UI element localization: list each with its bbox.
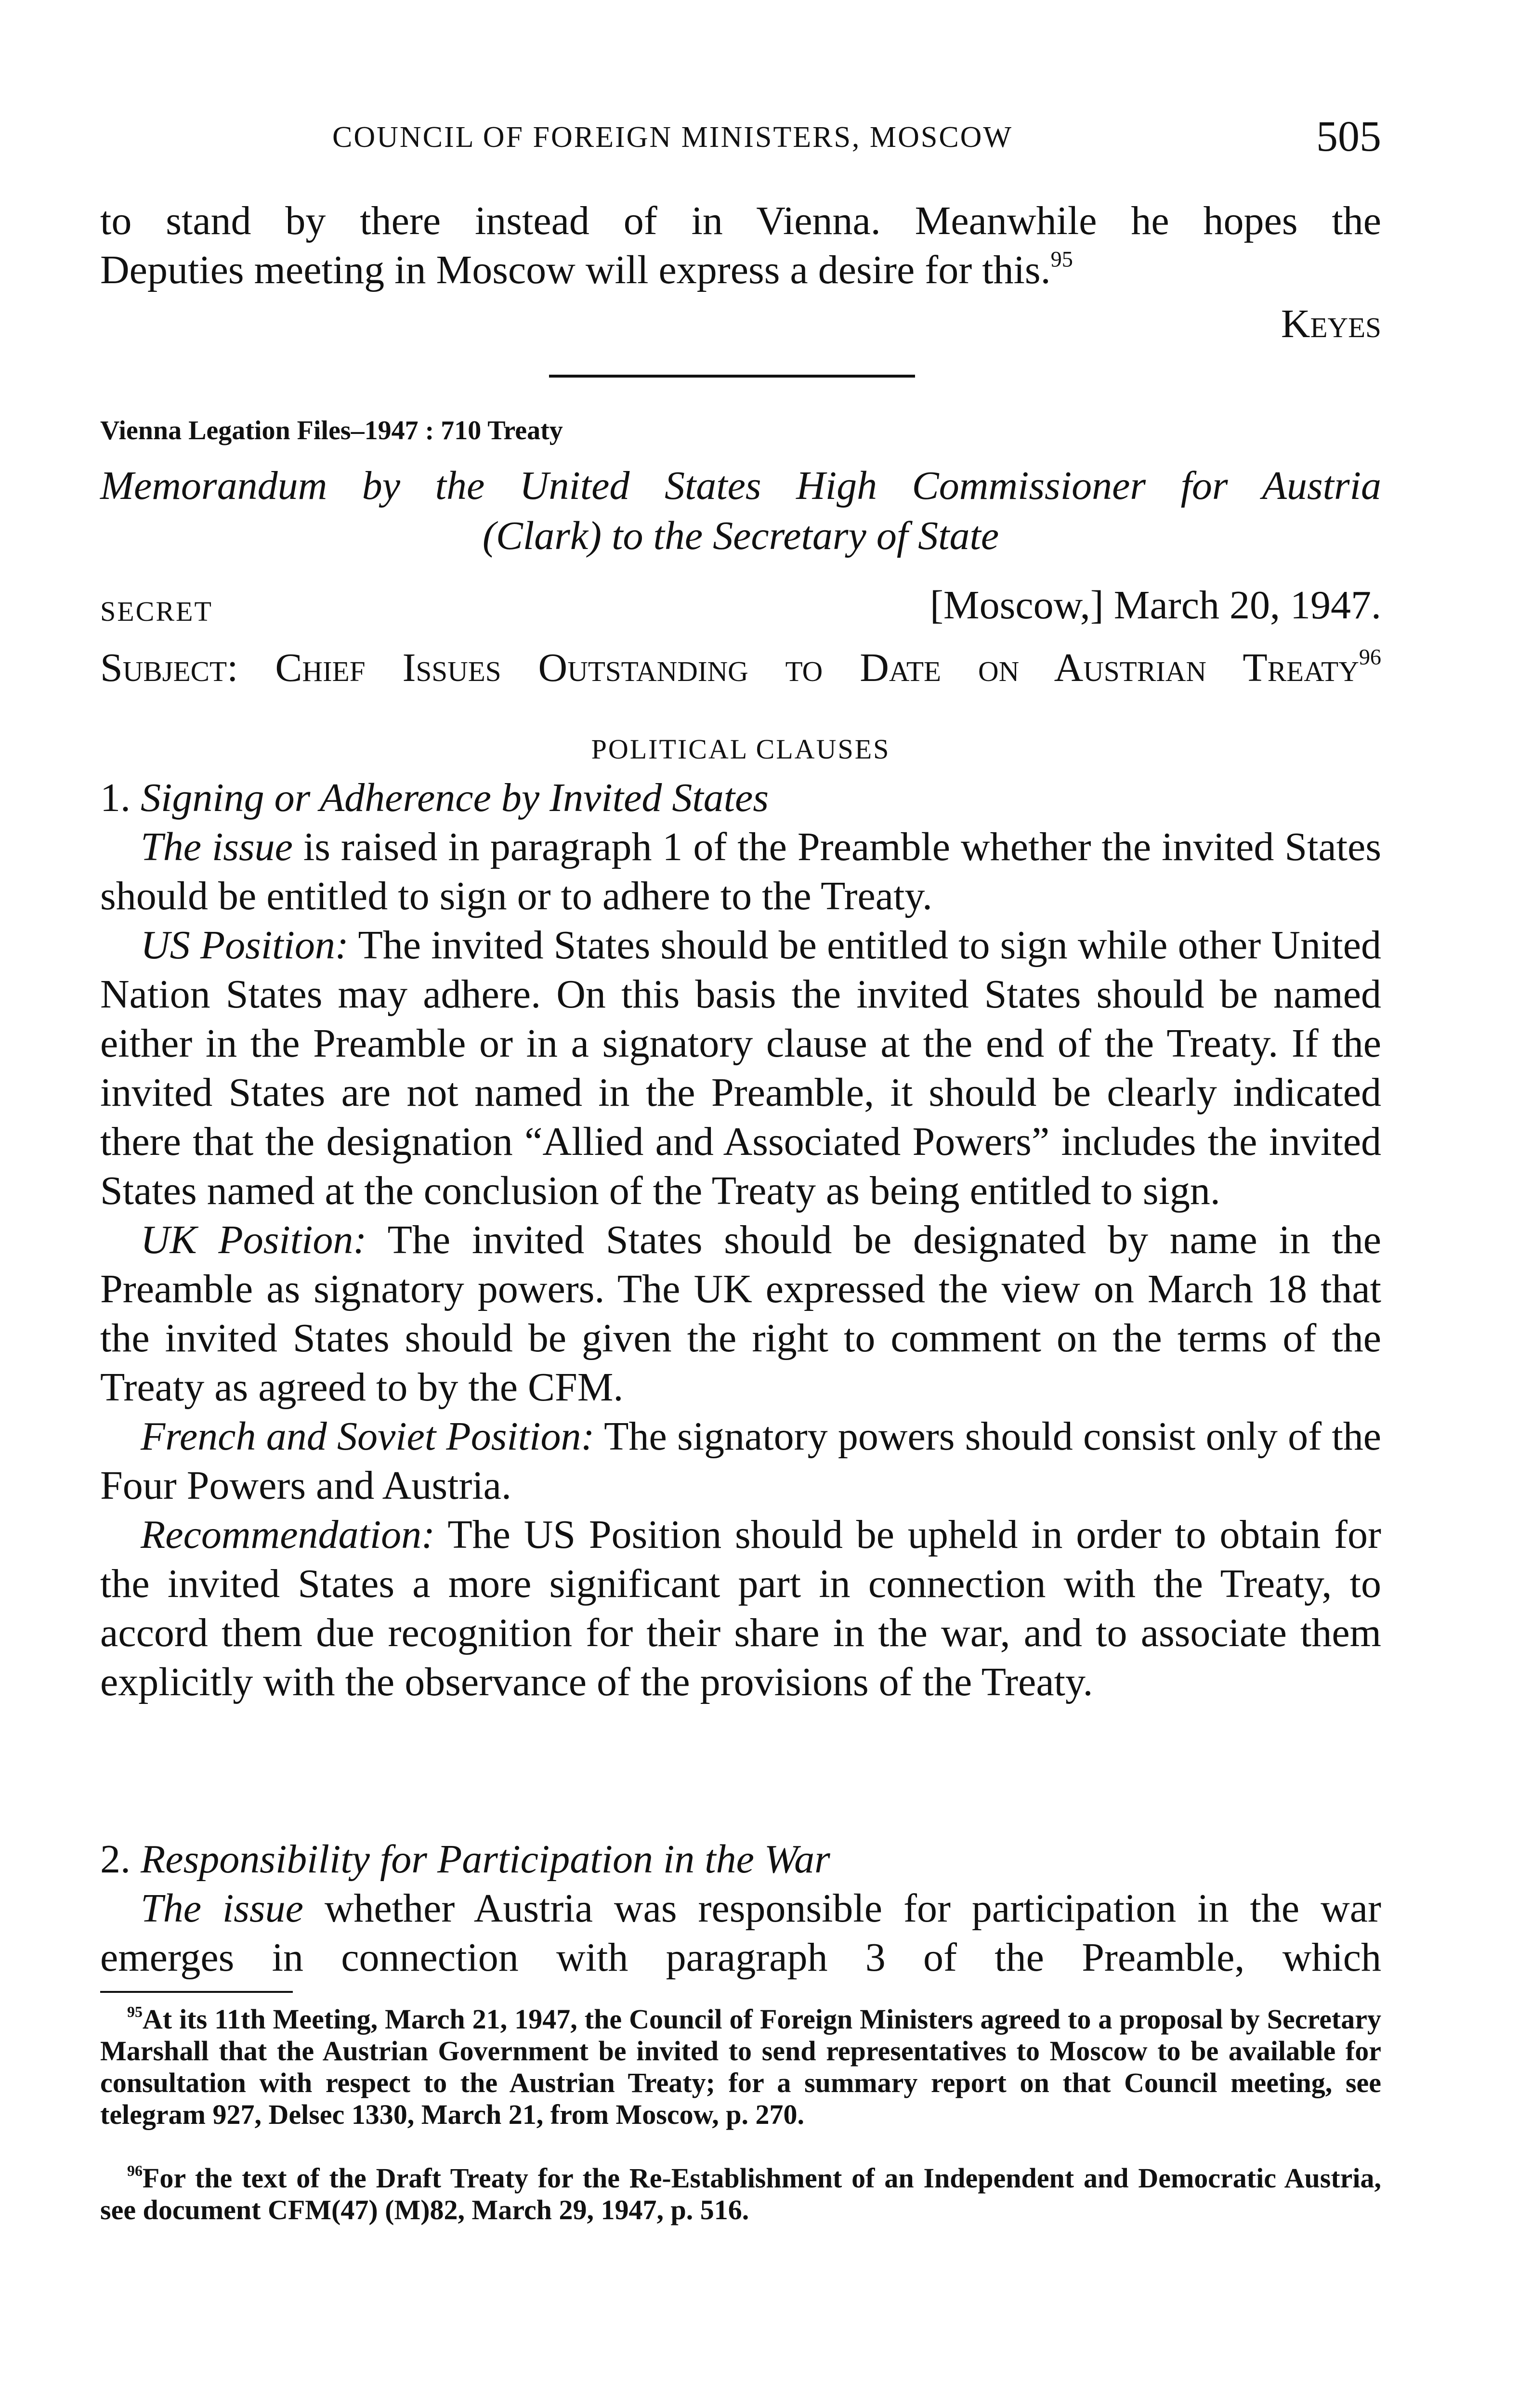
classification: SECRET	[100, 596, 213, 627]
footnote-ref-96: 96	[1359, 644, 1381, 669]
footnote-marker-95: 95	[127, 2003, 143, 2021]
carryover-line-1: to stand by there instead of in Vienna. Meanwhile he hopes the	[100, 198, 1381, 243]
section-divider	[549, 375, 915, 378]
carryover-line-2: Deputies meeting in Moscow will express a desire for this.$^{95}$	[100, 247, 1073, 292]
footnote-marker-96: 96	[127, 2162, 143, 2180]
footnote-95: $^{95}$At its 11th Meeting, March 21, 1947, the Council of Foreign Ministers agreed to a proposal by Secretary Marshall that the Austrian Government be invited to send representatives to Moscow to be available for consultation with respect to the Austrian Treaty; for a summary report on that Council meeting, see telegram 927, Delsec 1330, March 21, from Moscow, p. 270.	[100, 2003, 1381, 2130]
subject-line	[100, 643, 1381, 693]
item-1-title: Signing or Adherence by Invited States	[141, 775, 769, 820]
page-number: 505	[1316, 113, 1381, 160]
item-1-heading: 1. Signing or Adherence by Invited States	[100, 775, 769, 820]
footnote-ref-95: 95	[1050, 247, 1073, 272]
section-heading: POLITICAL CLAUSES	[591, 733, 890, 765]
item-1-issue-paragraph: The issue is raised in paragraph 1 of the Preamble whether the invited States should be entitled to sign or to adhere to the Treaty.	[100, 824, 1382, 918]
subject-label: Subject	[100, 645, 227, 690]
item-1-french-soviet-position: French and Soviet Position: The signatory powers should consist only of the Four Powers and Austria.	[100, 1414, 1381, 1508]
running-title: COUNCIL OF FOREIGN MINISTERS, MOSCOW	[332, 121, 1013, 154]
file-reference: Vienna Legation Files–1947 : 710 Treaty	[100, 416, 563, 445]
item-2-issue-paragraph: The issue whether Austria was responsible for participation in the war emerges in connection with paragraph 3 of the Preamble, which	[100, 1886, 1382, 1980]
footnote-96: $^{96}$For the text of the Draft Treaty for the Re-Establishment of an Independent and Democratic Austria, see document CFM(47) (M)82, March 29, 1947, p. 516.	[100, 2162, 1381, 2225]
item-2-heading: 2. Responsibility for Participation in the War	[100, 1837, 830, 1882]
subject-text: : Chief Issues Outstanding to Date on Austrian Treaty	[227, 645, 1359, 690]
document-date: [Moscow,] March 20, 1947.	[929, 583, 1381, 628]
document-title-line-1: Memorandum by the United States High Commissioner for Austria	[100, 463, 1381, 508]
document-title-line-2: (Clark) to the Secretary of State	[482, 513, 999, 558]
item-1-paragraphs	[100, 823, 1381, 1707]
item-2-title: Responsibility for Participation in the War	[141, 1837, 830, 1882]
item-1-us-position: US Position: The invited States should be entitled to sign while other United Nation States may adhere. On this basis the invited States should be named either in the Preamble or in a signatory clause at the end of the Treaty. If the invited States are not named in the Preamble, it should be clearly indicated there that the designation “Allied and Associated Powers” includes the invited States named at the conclusion of the Treaty as being entitled to sign.	[100, 923, 1381, 1213]
item-1-uk-position: UK Position: The invited States should be designated by name in the Preamble as signatory powers. The UK expressed the view on March 18 that the invited States should be given the right to comment on the terms of the Treaty as agreed to by the CFM.	[100, 1217, 1381, 1410]
item-1-recommendation: Recommendation: The US Position should be upheld in order to obtain for the invited States a more significant part in connection with the Treaty, to accord them due recognition for their share in the war, and to associate them explicitly with the observance of the provisions of the Treaty.	[100, 1512, 1381, 1704]
footnote-rule	[100, 1991, 293, 1993]
signature: Keyes	[1281, 301, 1381, 346]
